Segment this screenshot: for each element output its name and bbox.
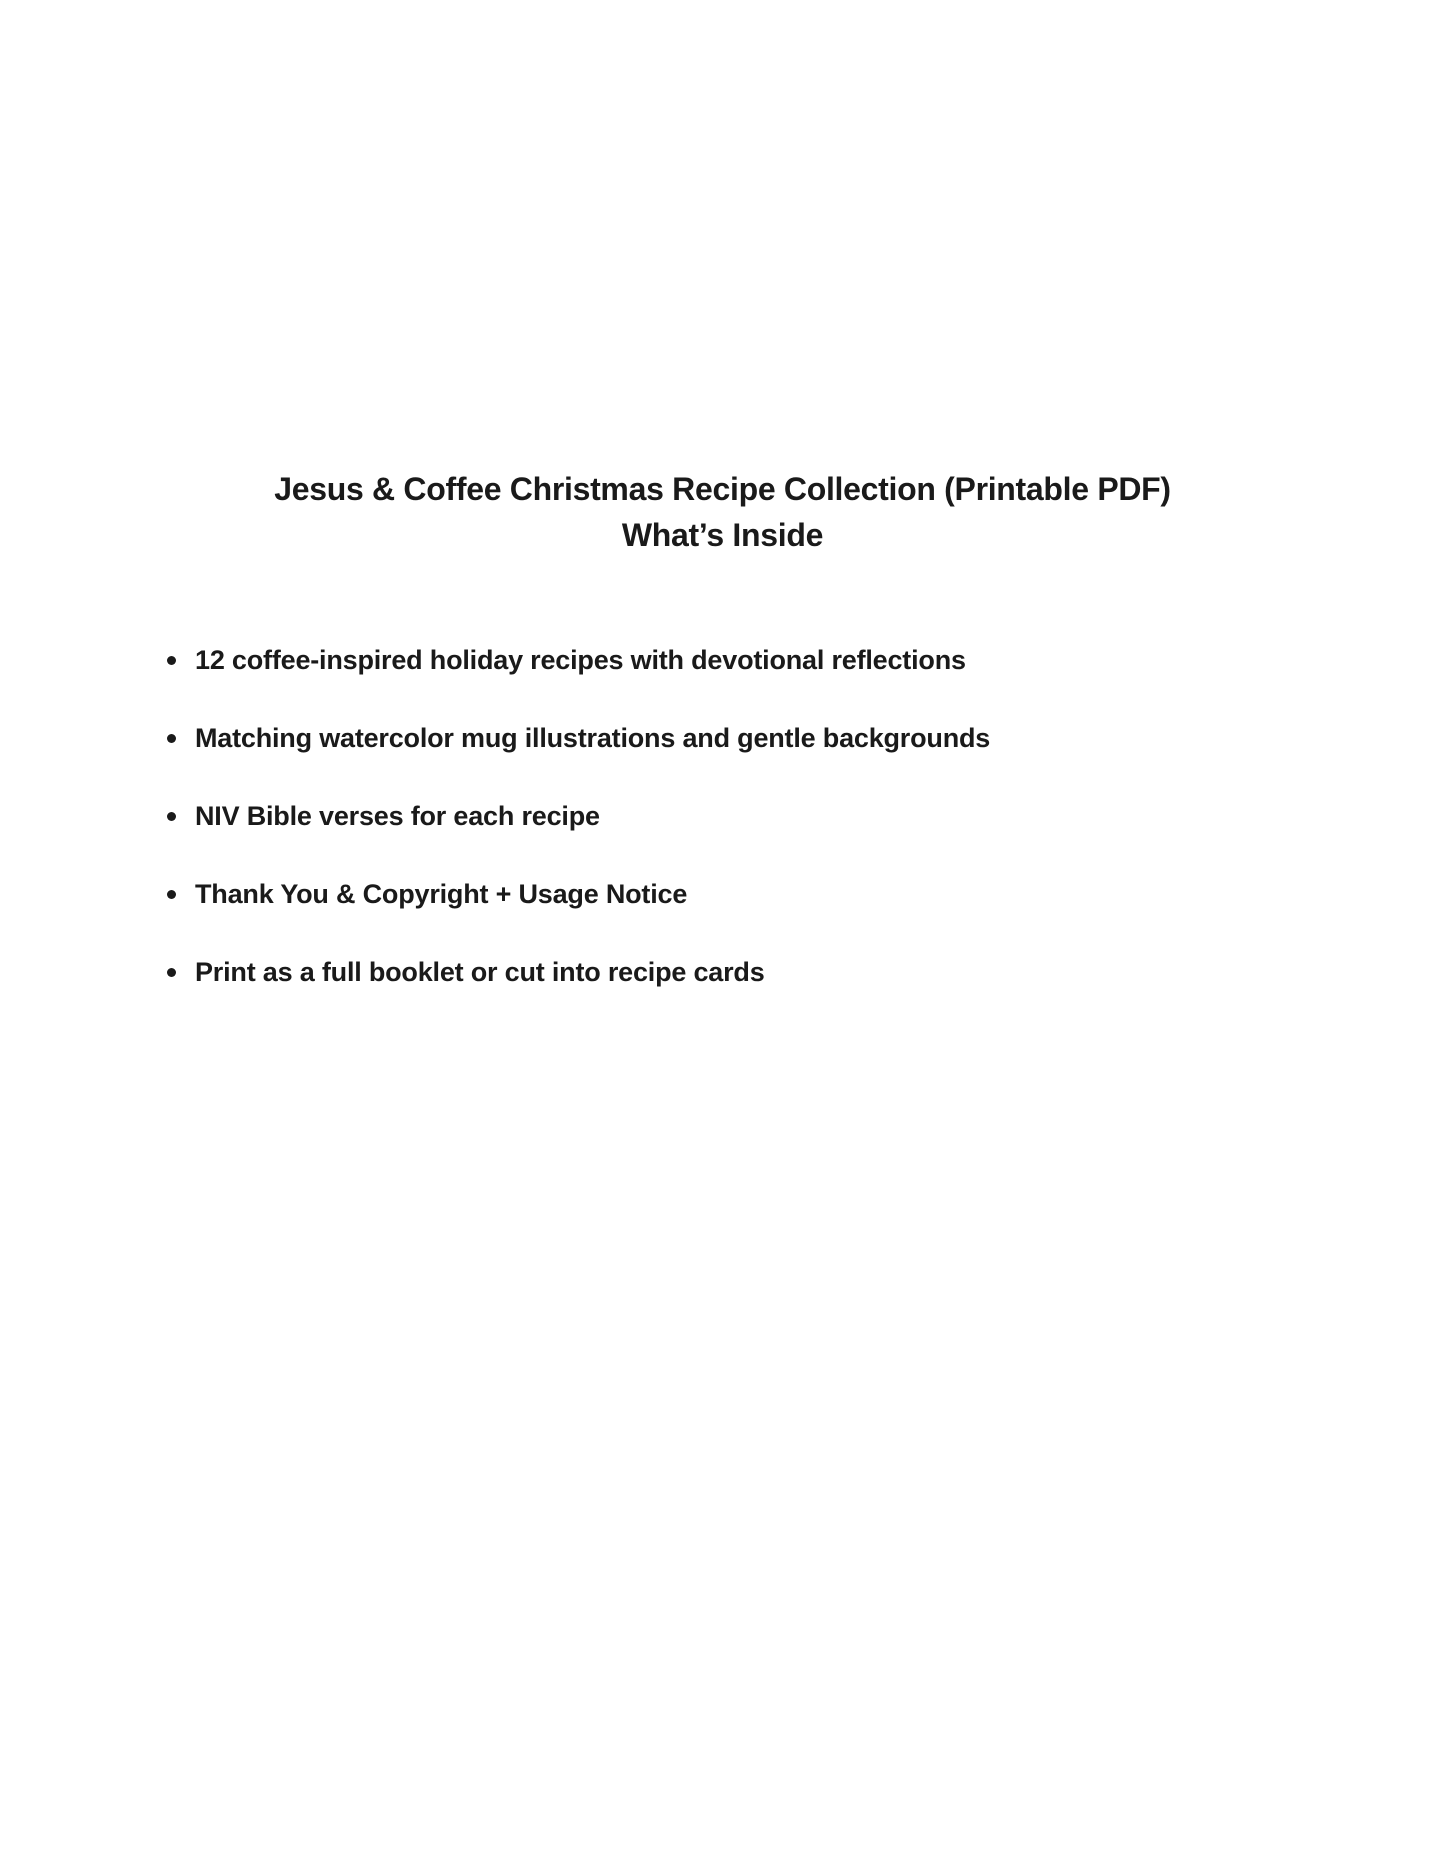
list-item-text: Matching watercolor mug illustrations and gentle backgrounds — [195, 723, 991, 753]
list-item-text: Thank You & Copyright + Usage Notice — [195, 879, 688, 909]
bullet-icon — [167, 734, 176, 743]
list-item-text: Print as a full booklet or cut into recipe cards — [195, 957, 765, 987]
bullet-icon — [167, 656, 176, 665]
document-subtitle: What’s Inside — [621, 517, 824, 553]
bullet-icon — [167, 890, 176, 899]
list-item-text: NIV Bible verses for each recipe — [195, 801, 600, 831]
list-item — [160, 640, 1310, 680]
feature-list — [160, 640, 1310, 1030]
list-item — [160, 952, 1310, 992]
list-item — [160, 874, 1310, 914]
bullet-icon — [167, 812, 176, 821]
list-item-text: 12 coffee-inspired holiday recipes with devotional reflections — [195, 645, 966, 675]
list-item — [160, 796, 1310, 836]
list-item — [160, 718, 1310, 758]
document-title: Jesus & Coffee Christmas Recipe Collection (Printable PDF) — [274, 471, 1171, 507]
title-block — [0, 466, 1445, 558]
bullet-icon — [167, 968, 176, 977]
